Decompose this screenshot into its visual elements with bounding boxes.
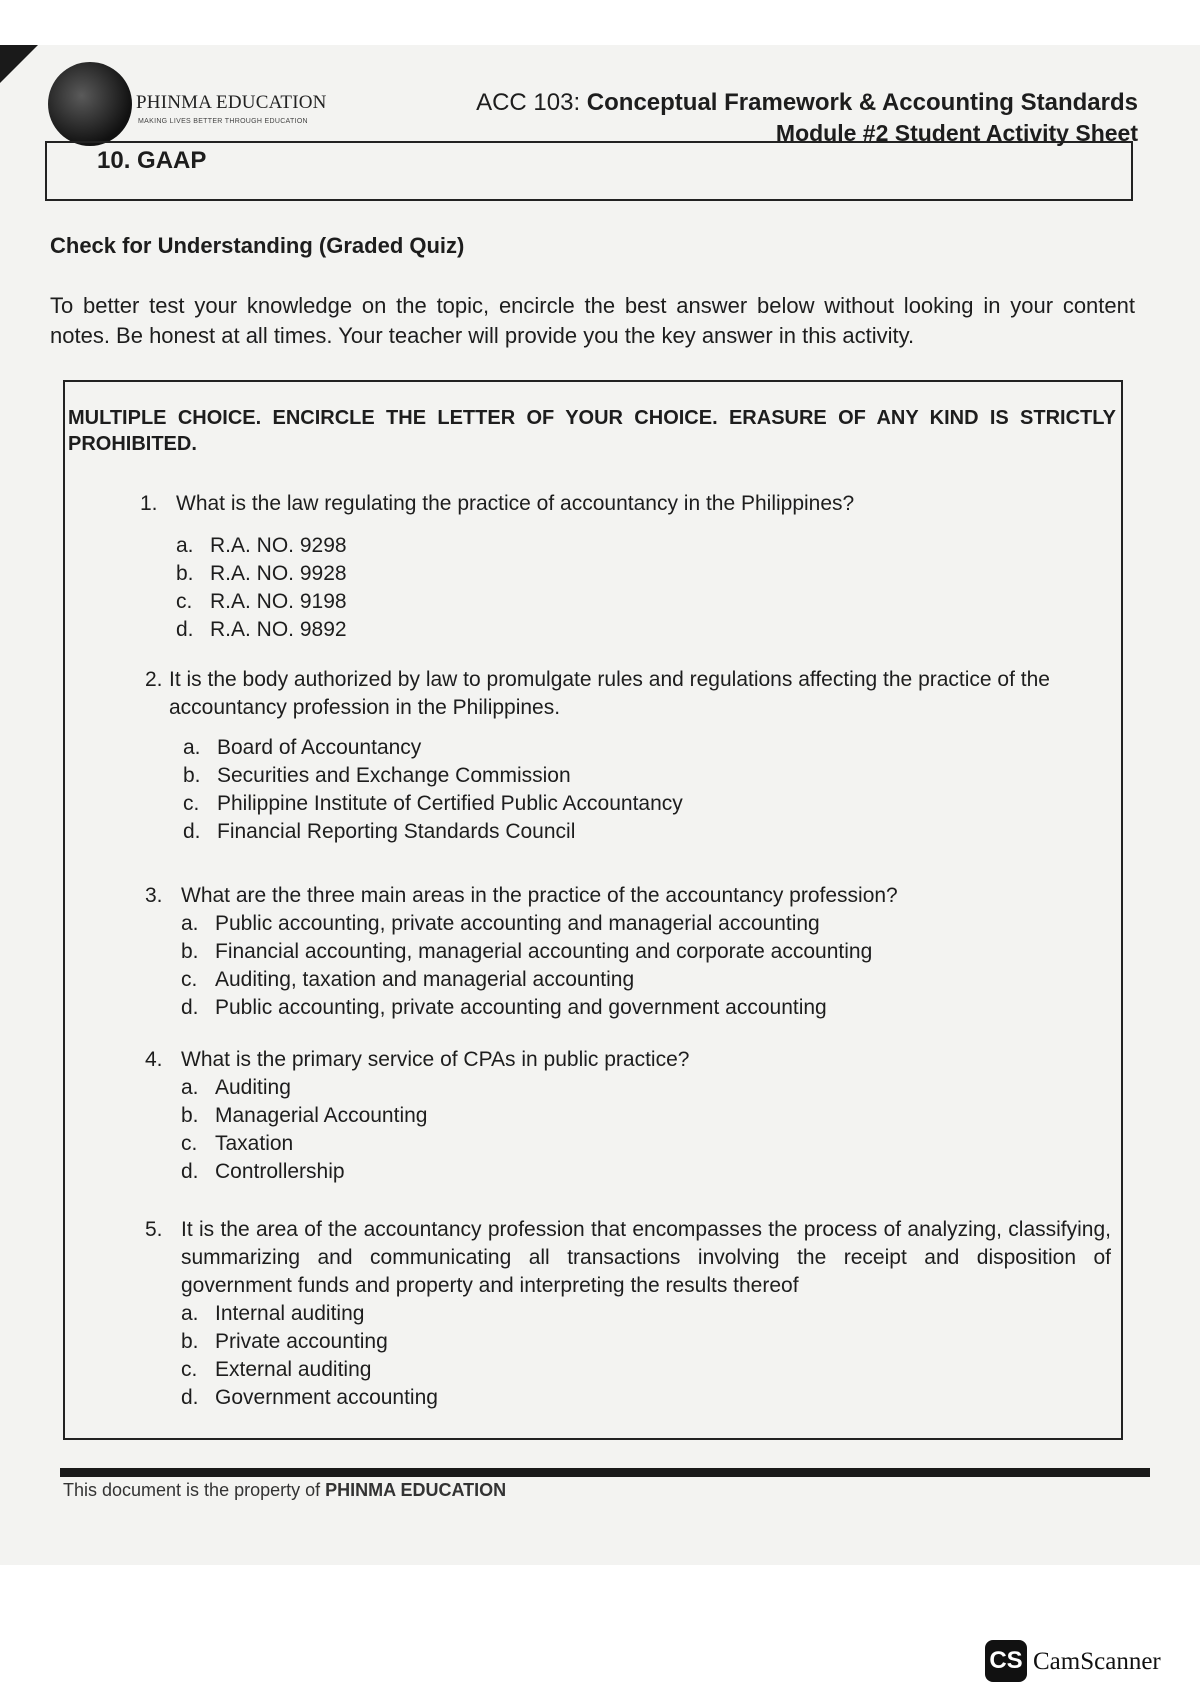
option-letter: b. (183, 764, 201, 787)
question-stem (140, 490, 1100, 518)
scan-corner-mark (0, 45, 38, 83)
course-code: ACC 103: (476, 89, 581, 116)
page-header (476, 88, 1138, 148)
option-c[interactable] (183, 790, 1105, 818)
question-number: 4. (145, 1048, 163, 1071)
option-text: Financial accounting, managerial accounting and corporate accounting (215, 940, 873, 963)
option-a[interactable] (181, 1300, 1111, 1328)
footer-note (63, 1480, 506, 1501)
question-stem (145, 882, 1105, 910)
option-text: Managerial Accounting (215, 1104, 428, 1127)
section-intro: To better test your knowledge on the topic, encircle the best answer below without looking in your content notes. Be honest at all times. Your teacher will provide you the key answer in this activity. (50, 293, 1135, 348)
option-text: Government accounting (215, 1386, 438, 1409)
question-stem (145, 1216, 1111, 1300)
option-letter: d. (181, 996, 199, 1019)
option-letter: c. (181, 968, 198, 991)
option-text: Auditing, taxation and managerial accounting (215, 968, 635, 991)
question-stem (145, 1046, 1105, 1074)
option-list (181, 1074, 1105, 1186)
option-b[interactable] (183, 762, 1105, 790)
option-letter: a. (181, 912, 199, 935)
option-text: R.A. NO. 9198 (210, 590, 347, 613)
option-a[interactable] (181, 1074, 1105, 1102)
option-d[interactable] (183, 818, 1105, 846)
option-c[interactable] (181, 1356, 1111, 1384)
option-letter: c. (183, 792, 200, 815)
question-number: 1. (140, 492, 158, 515)
option-letter: d. (176, 618, 194, 641)
option-b[interactable] (181, 1102, 1105, 1130)
option-letter: b. (181, 1104, 199, 1127)
option-c[interactable] (181, 1130, 1105, 1158)
question-3 (145, 882, 1105, 1022)
option-list (181, 910, 1105, 1022)
question-text: What is the primary service of CPAs in public practice? (181, 1048, 690, 1071)
option-text: External auditing (215, 1358, 372, 1381)
option-text: Philippine Institute of Certified Public Accountancy (217, 792, 683, 815)
option-text: Private accounting (215, 1330, 388, 1353)
option-text: Taxation (215, 1132, 294, 1155)
option-c[interactable] (181, 966, 1105, 994)
option-letter: d. (181, 1160, 199, 1183)
camscanner-watermark: CamScanner (1033, 1648, 1161, 1675)
option-text: Financial Reporting Standards Council (217, 820, 576, 843)
camscanner-logo-icon: CS (985, 1640, 1027, 1682)
option-list (181, 1300, 1111, 1412)
option-letter: a. (181, 1076, 199, 1099)
option-letter: a. (183, 736, 201, 759)
option-letter: c. (181, 1358, 198, 1381)
option-a[interactable] (183, 734, 1105, 762)
section-title: Check for Understanding (Graded Quiz) (50, 233, 465, 258)
logo-emblem-icon (48, 62, 132, 146)
option-letter: b. (176, 562, 194, 585)
option-text: Auditing (215, 1076, 291, 1099)
option-text: Public accounting, private accounting and managerial accounting (215, 912, 820, 935)
option-d[interactable] (181, 1384, 1111, 1412)
module-title: Module #2 Student Activity Sheet (775, 120, 1138, 146)
option-b[interactable] (181, 938, 1105, 966)
option-d[interactable] (181, 1158, 1105, 1186)
topic-title: 10. GAAP (97, 147, 207, 174)
option-text: Public accounting, private accounting and government accounting (215, 996, 827, 1019)
logo-tagline: MAKING LIVES BETTER THROUGH EDUCATION (138, 118, 308, 125)
question-1 (140, 490, 1100, 644)
phinma-logo (48, 62, 378, 152)
option-b[interactable] (176, 560, 1100, 588)
option-c[interactable] (176, 588, 1100, 616)
option-text: R.A. NO. 9928 (210, 562, 347, 585)
option-letter: d. (183, 820, 201, 843)
option-text: Securities and Exchange Commission (217, 764, 571, 787)
option-text: Board of Accountancy (217, 736, 422, 759)
option-letter: a. (181, 1302, 199, 1325)
question-number: 3. (145, 884, 163, 907)
footer-owner: PHINMA EDUCATION (325, 1480, 507, 1500)
option-letter: b. (181, 1330, 199, 1353)
question-2 (145, 666, 1105, 846)
option-list (176, 532, 1100, 644)
footer-text: This document is the property of (63, 1480, 321, 1500)
question-text: What are the three main areas in the practice of the accountancy profession? (181, 884, 898, 907)
footer-rule (60, 1468, 1150, 1477)
option-letter: b. (181, 940, 199, 963)
option-text: Controllership (215, 1160, 345, 1183)
option-letter: d. (181, 1386, 199, 1409)
question-number: 2. (145, 668, 163, 691)
course-name: Conceptual Framework & Accounting Standards (586, 89, 1138, 116)
question-text: It is the body authorized by law to promulgate rules and regulations affecting the practice of the accountancy profession in the Philippines. (169, 668, 1050, 719)
question-5 (145, 1216, 1111, 1412)
option-a[interactable] (176, 532, 1100, 560)
question-4 (145, 1046, 1105, 1186)
option-list (183, 734, 1105, 846)
option-letter: a. (176, 534, 194, 557)
question-text: What is the law regulating the practice of accountancy in the Philippines? (176, 492, 855, 515)
quiz-instructions: MULTIPLE CHOICE. ENCIRCLE THE LETTER OF YOUR CHOICE. ERASURE OF ANY KIND IS STRICTLY PROHIBITED. (68, 407, 1116, 455)
question-stem (145, 666, 1105, 722)
option-d[interactable] (181, 994, 1105, 1022)
topic-box (45, 141, 1133, 201)
option-text: R.A. NO. 9892 (210, 618, 347, 641)
option-b[interactable] (181, 1328, 1111, 1356)
option-a[interactable] (181, 910, 1105, 938)
question-number: 5. (145, 1218, 163, 1241)
course-title (476, 88, 1138, 118)
option-text: R.A. NO. 9298 (210, 534, 347, 557)
question-text: It is the area of the accountancy profession that encompasses the process of analyzing, classifying, summarizing and communicating all transactions involving the receipt and disposition of government funds and property and interpreting the results thereof (181, 1218, 1111, 1297)
option-text: Internal auditing (215, 1302, 365, 1325)
option-d[interactable] (176, 616, 1100, 644)
option-letter: c. (181, 1132, 198, 1155)
option-letter: c. (176, 590, 193, 613)
logo-org-name: PHINMA EDUCATION (136, 92, 327, 113)
